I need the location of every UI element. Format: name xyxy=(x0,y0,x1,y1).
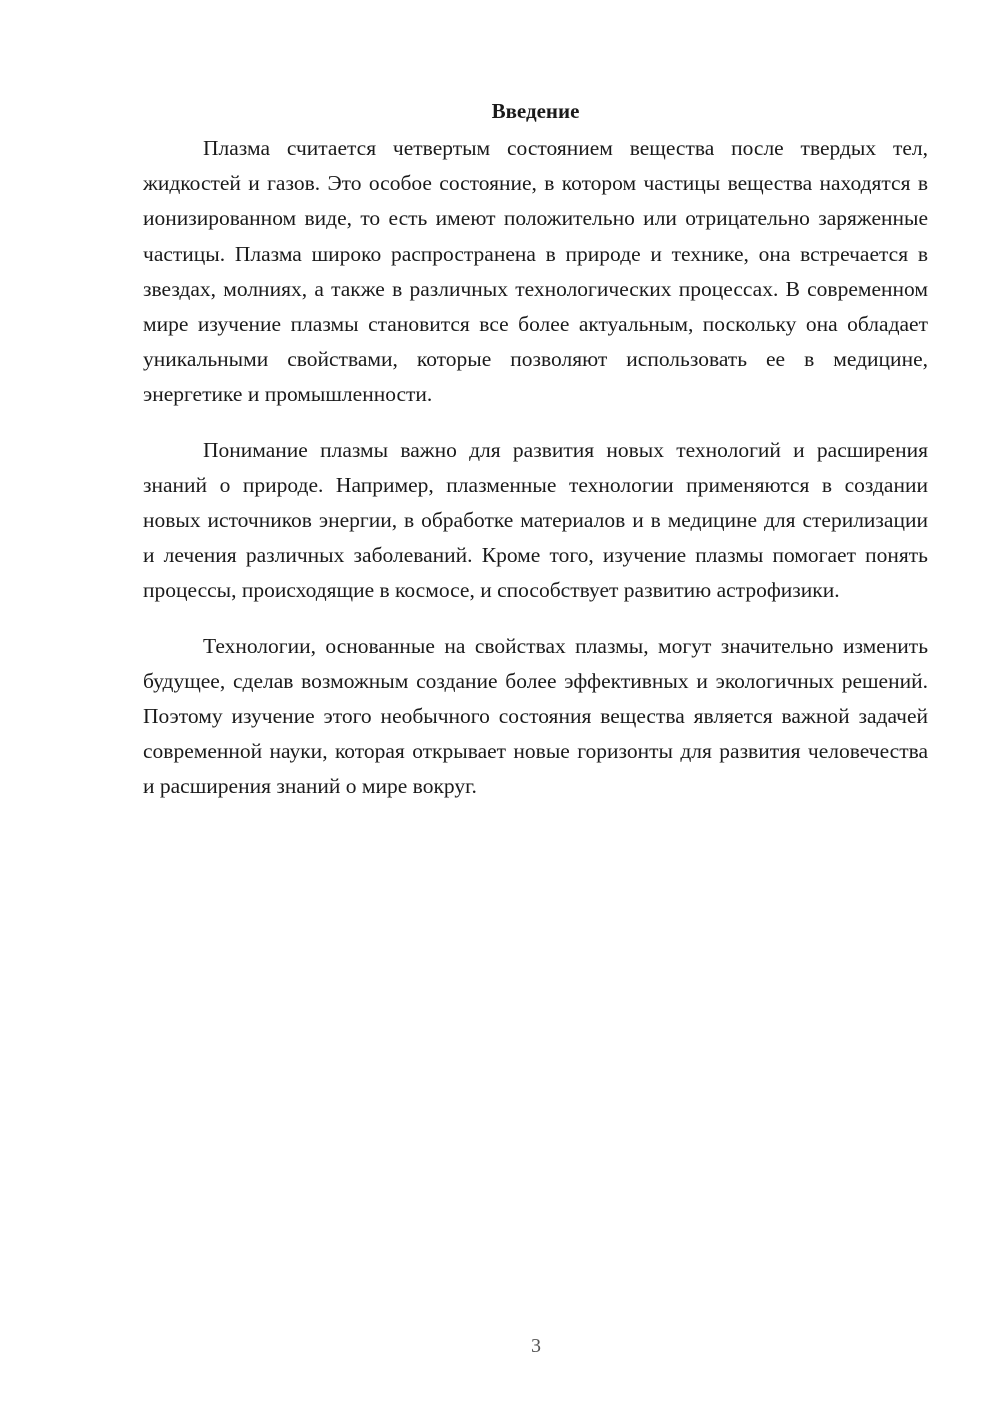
paragraph-1: Плазма считается четвертым состоянием вещества после твердых тел, жидкостей и газов. Это особое состояние, в котором частицы вещества находятся в ионизированном виде, то есть имеют положительно или отрицательно заряженные частицы. Плазма широко распространена в природе и технике, она встречается в звездах, молниях, а также в различных технологических процессах. В современном мире изучение плазмы становится все более актуальным, поскольку она обладает уникальными свойствами, которые позволяют использовать ее в медицине, энергетике и промышленности. xyxy=(143,136,928,407)
paragraph-3: Технологии, основанные на свойствах плазмы, могут значительно изменить будущее, сделав возможным создание более эффективных и экологичных решений. Поэтому изучение этого необычного состояния вещества является важной задачей современной науки, которая открывает новые горизонты для развития человечества и расширения знаний о мире вокруг. xyxy=(143,633,928,799)
paragraph-2: Понимание плазмы важно для развития новых технологий и расширения знаний о природе. Например, плазменные технологии применяются в создании новых источников энергии, в обработке материалов и в медицине для стерилизации и лечения различных заболеваний. Кроме того, изучение плазмы помогает понять процессы, происходящие в космосе, и способствует развитию астрофизики. xyxy=(143,437,928,603)
page-number: 3 xyxy=(531,1335,541,1357)
page-body xyxy=(143,96,928,825)
section-heading: Введение xyxy=(491,99,580,123)
